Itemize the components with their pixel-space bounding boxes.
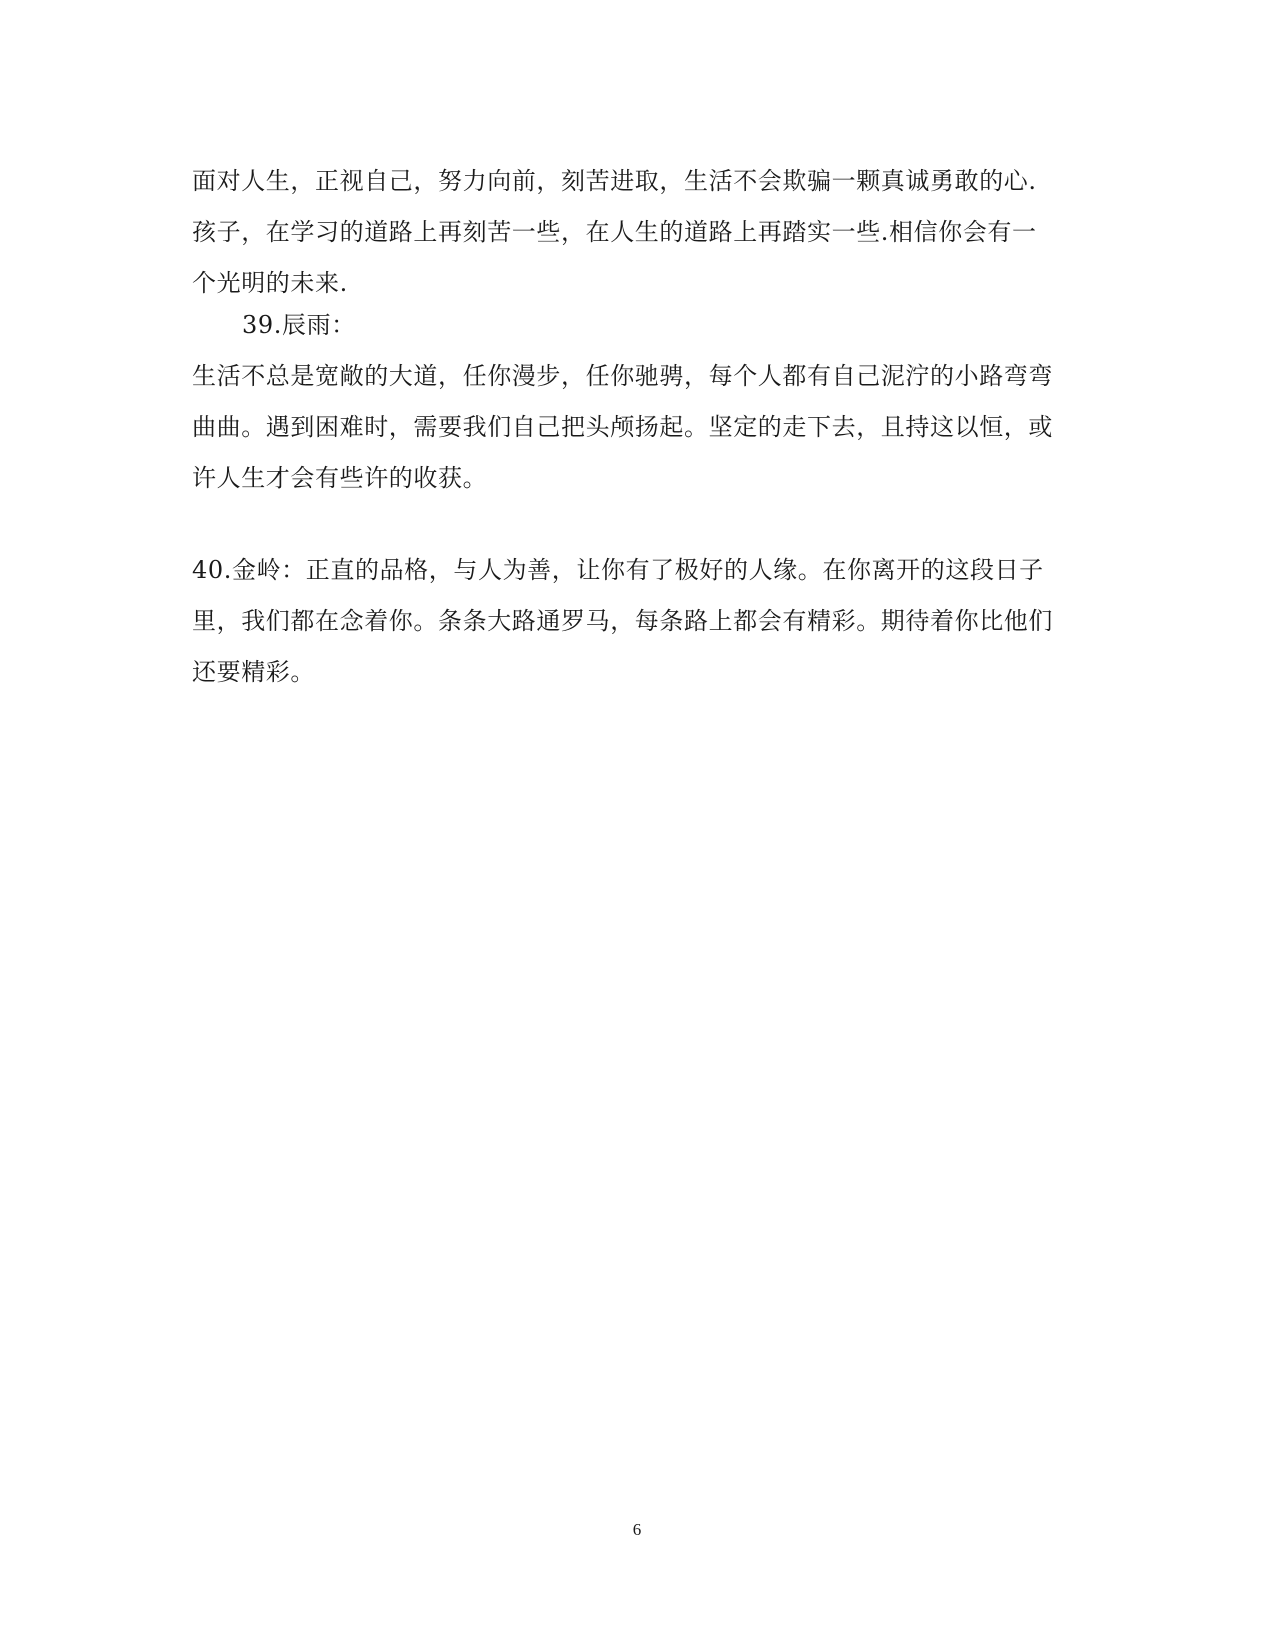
paragraph-line: 面对人生，正视自己，努力向前，刻苦进取，生活不会欺骗一颗真诚勇敢的心. [192, 167, 1037, 195]
paragraph-2 [192, 300, 1072, 504]
paragraph-line: 40.金岭：正直的品格，与人为善，让你有了极好的人缘。在你离开的这段日子 [192, 556, 1044, 584]
paragraph-1 [192, 156, 1072, 309]
paragraph-line: 还要精彩。 [192, 658, 315, 686]
paragraph-line: 生活不总是宽敞的大道，任你漫步，任你驰骋，每个人都有自己泥泞的小路弯弯 [192, 362, 1053, 390]
entry-heading: 39.辰雨： [242, 311, 356, 339]
paragraph-line: 孩子，在学习的道路上再刻苦一些，在人生的道路上再踏实一些.相信你会有一 [192, 218, 1037, 246]
paragraph-3 [192, 545, 1072, 698]
page-number: 6 [632, 1520, 642, 1539]
paragraph-line: 曲曲。遇到困难时，需要我们自己把头颅扬起。坚定的走下去，且持这以恒，或 [192, 413, 1053, 441]
paragraph-line: 里，我们都在念着你。条条大路通罗马，每条路上都会有精彩。期待着你比他们 [192, 607, 1053, 635]
paragraph-line: 个光明的未来. [192, 269, 348, 297]
paragraph-line: 许人生才会有些许的收获。 [192, 464, 488, 492]
